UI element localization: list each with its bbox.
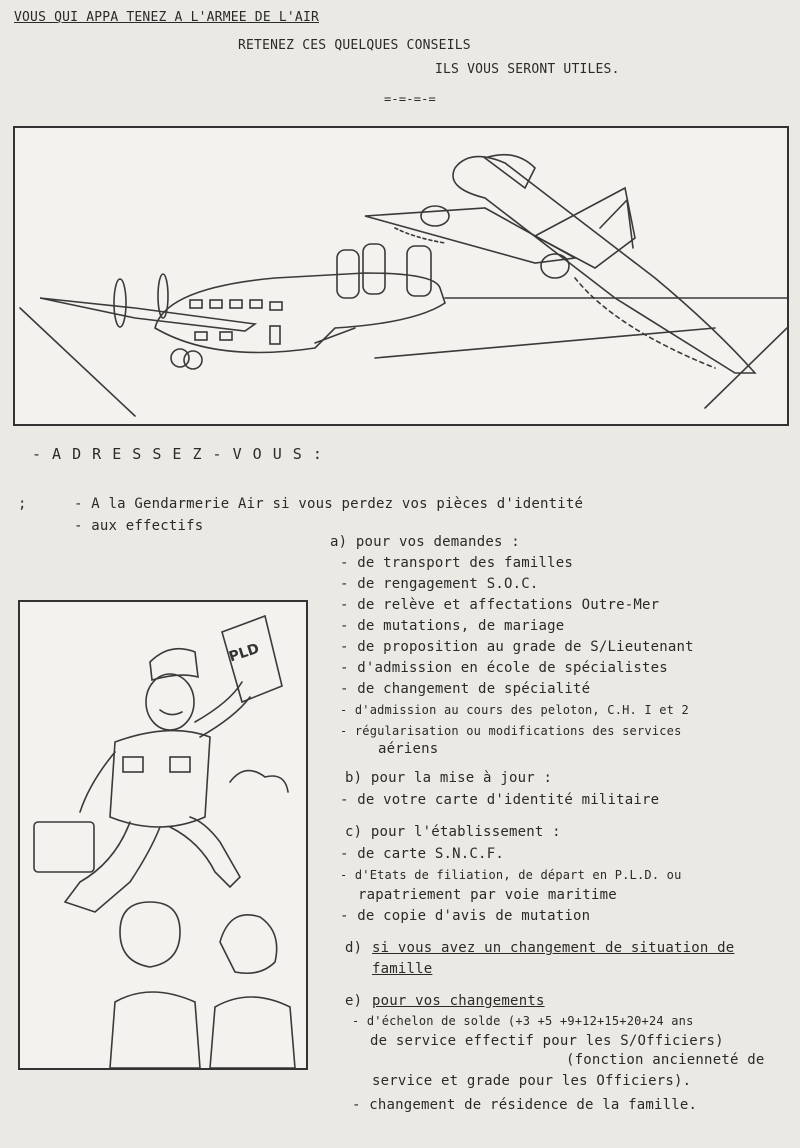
- soldier-drawing: [20, 602, 306, 1068]
- list-a-item: - de mutations, de mariage: [340, 618, 565, 634]
- list-c-item: rapatriement par voie maritime: [358, 887, 617, 903]
- list-d-line-1: si vous avez un changement de situation de: [372, 940, 735, 956]
- header-line-3: ILS VOUS SERONT UTILES.: [435, 62, 620, 77]
- list-e-heading: pour vos changements: [372, 993, 545, 1009]
- intro-item-gendarmerie: - A la Gendarmerie Air si vous perdez vos pièces d'identité: [74, 496, 584, 512]
- soldier-illustration: [18, 600, 308, 1070]
- airplanes-illustration: [13, 126, 789, 426]
- list-c-heading: c) pour l'établissement :: [345, 824, 561, 840]
- list-a-item: - de proposition au grade de S/Lieutenant: [340, 639, 694, 655]
- list-b-heading: b) pour la mise à jour :: [345, 770, 553, 786]
- list-a-item: - de relève et affectations Outre-Mer: [340, 597, 660, 613]
- list-a-item: - régularisation ou modifications des services: [340, 724, 682, 738]
- header-line-1: VOUS QUI APPA TENEZ A L'ARMEE DE L'AIR: [14, 10, 320, 25]
- list-a-item: - de rengagement S.O.C.: [340, 576, 539, 592]
- list-a-item: aériens: [378, 741, 439, 757]
- header-line-2: RETENEZ CES QUELQUES CONSEILS: [238, 38, 471, 53]
- list-e-line: de service effectif pour les S/Officiers): [370, 1033, 724, 1049]
- pld-sign-text: PLD: [227, 640, 262, 666]
- list-c-item: - de carte S.N.C.F.: [340, 846, 504, 862]
- list-a-item: - de transport des familles: [340, 555, 573, 571]
- list-a-item: - d'admission au cours des peloton, C.H. I et 2: [340, 703, 689, 717]
- list-a-item: - de changement de spécialité: [340, 681, 591, 697]
- list-e-line: - changement de résidence de la famille.: [352, 1097, 698, 1113]
- list-e-label: e): [345, 993, 363, 1009]
- list-b-item: - de votre carte d'identité militaire: [340, 792, 660, 808]
- intro-marker: ;: [18, 496, 27, 512]
- list-e-line: service et grade pour les Officiers).: [372, 1073, 692, 1089]
- airplanes-drawing: [15, 128, 787, 424]
- list-d-line-2: famille: [372, 961, 433, 977]
- list-c-item: - d'Etats de filiation, de départ en P.L.D. ou: [340, 868, 682, 882]
- header-separator: =-=-=-=: [384, 92, 436, 106]
- intro-item-effectifs: - aux effectifs: [74, 518, 204, 534]
- list-a-item: - d'admission en école de spécialistes: [340, 660, 668, 676]
- list-d-label: d): [345, 940, 363, 956]
- list-a-heading: a) pour vos demandes :: [330, 534, 520, 550]
- list-c-item: - de copie d'avis de mutation: [340, 908, 591, 924]
- list-e-line: - d'échelon de solde (+3 +5 +9+12+15+20+24 ans: [352, 1014, 694, 1028]
- section-heading: - A D R E S S E Z - V O U S :: [32, 445, 323, 463]
- list-e-line: (fonction ancienneté de: [566, 1052, 765, 1068]
